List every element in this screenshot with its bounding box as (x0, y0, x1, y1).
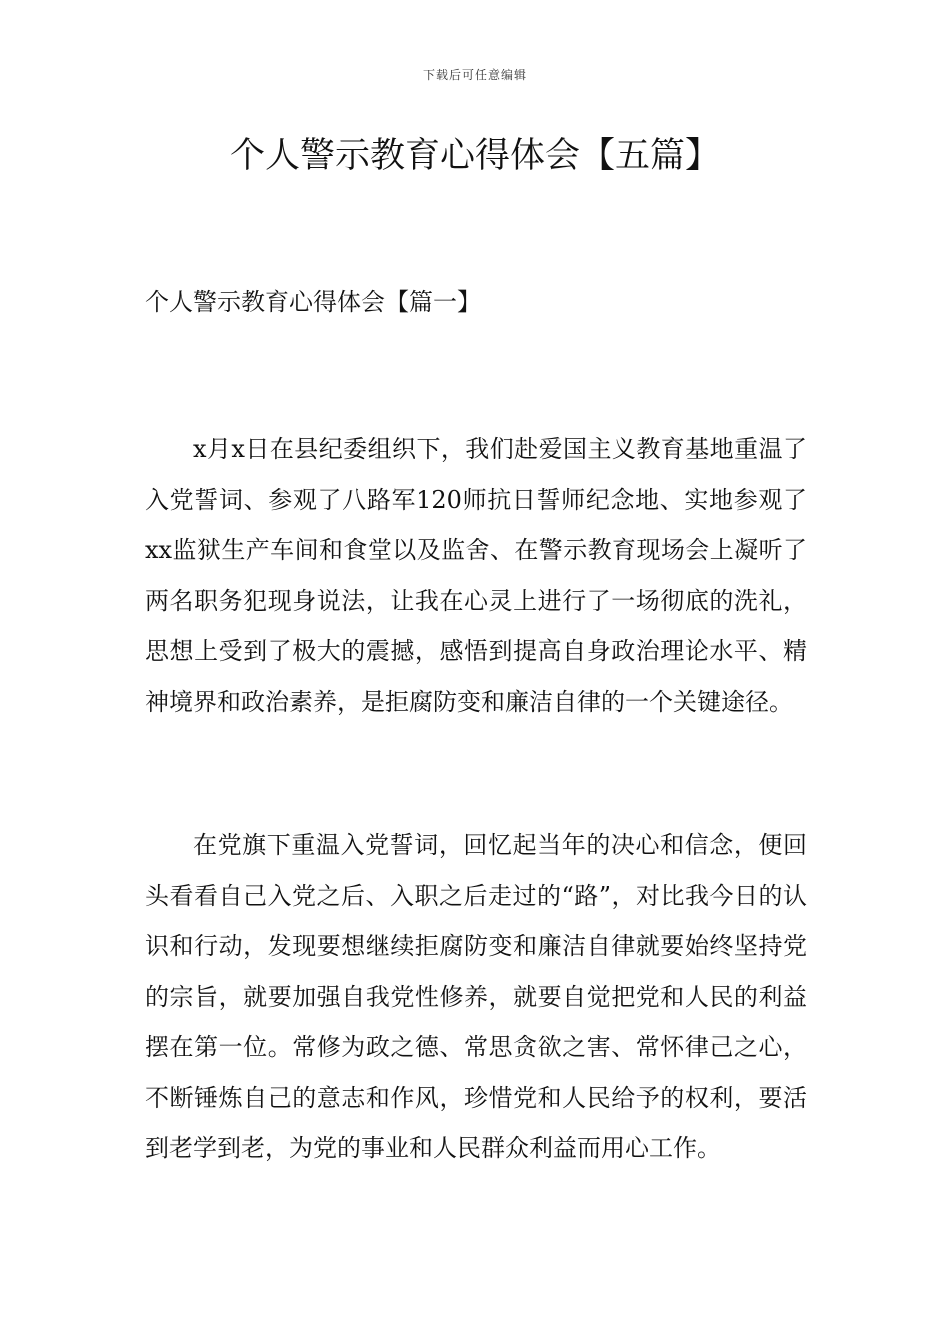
header-note: 下载后可任意编辑 (422, 68, 527, 82)
body-paragraph: x月x日在县纪委组织下，我们赴爱国主义教育基地重温了入党誓词、参观了八路军120师抗日誓师纪念地、实地参观了xx监狱生产车间和食堂以及监舍、在警示教育现场会上凝听了两名职务犯现身说法，让我在心灵上进行了一场彻底的洗礼，思想上受到了极大的震撼，感悟到提高自身政治理论水平、精神境界和政治素养，是拒腐防变和廉洁自律的一个关键途径。 (145, 435, 807, 716)
document-title: 个人警示教育心得体会【五篇】 (229, 136, 720, 176)
section-heading: 个人警示教育心得体会【篇一】 (145, 288, 481, 316)
body-paragraph: 在党旗下重温入党誓词，回忆起当年的决心和信念，便回头看看自己入党之后、入职之后走过的“路”，对比我今日的认识和行动，发现要想继续拒腐防变和廉洁自律就要始终坚持党的宗旨，就要加强自我党性修养，就要自觉把党和人民的利益摆在第一位。常修为政之德、常思贪欲之害、常怀律己之心，不断锤炼自己的意志和作风，珍惜党和人民给予的权利，要活到老学到老，为党的事业和人民群众利益而用心工作。 (145, 831, 807, 1162)
